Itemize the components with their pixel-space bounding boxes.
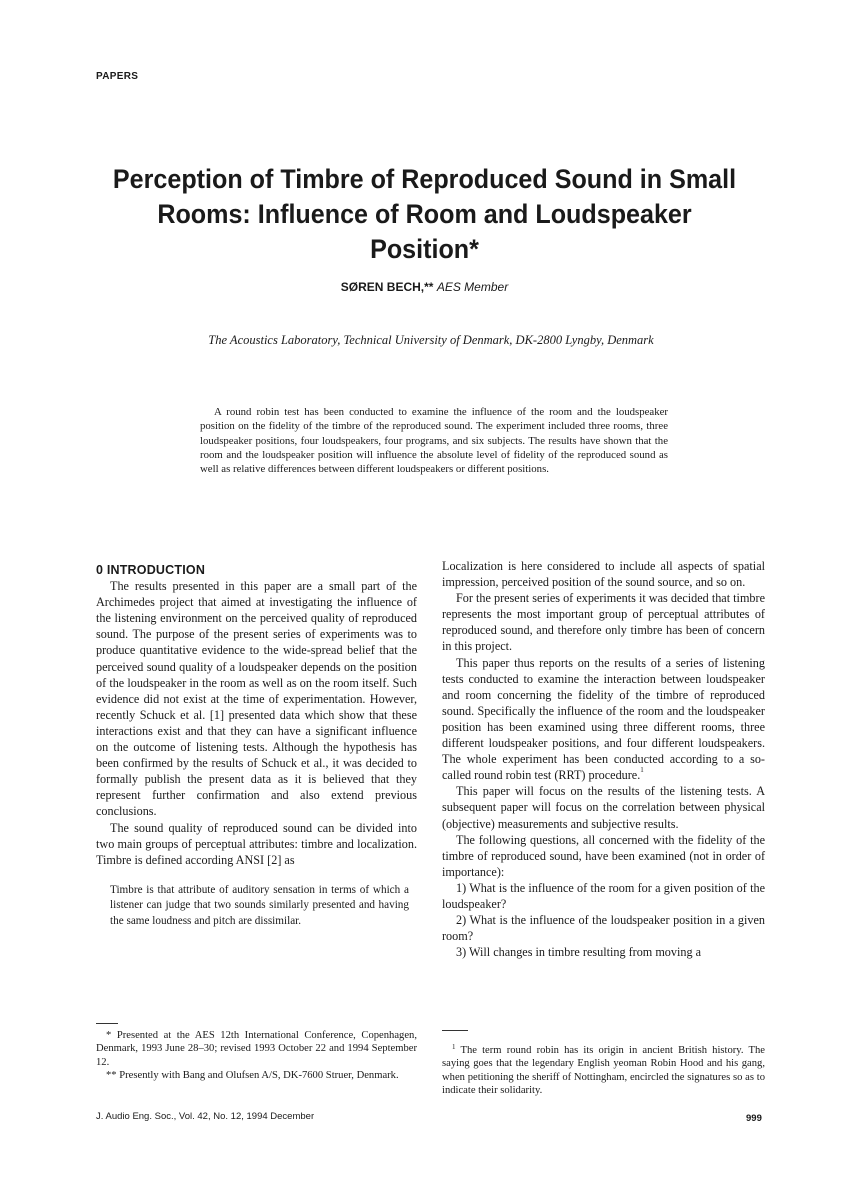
footnote-text: The term round robin has its origin in ancient British history. The saying goes that the legendary English yeoman Robin Hood and his gang, when petitioning the sheriff of Nottingham, encircled the signatures so as to indicate their solidarity. xyxy=(442,1045,765,1096)
column-right xyxy=(442,558,765,960)
question-item: 3) Will changes in timbre resulting from moving a xyxy=(456,945,702,960)
paragraph: The sound quality of reproduced sound can be divided into two main groups of perceptual attributes: timbre and localization. Timbre is defined according ANSI [2] as xyxy=(96,820,417,867)
author-membership: AES Member xyxy=(436,280,509,294)
section-label: PAPERS xyxy=(96,71,139,82)
section-heading: 0 INTRODUCTION xyxy=(96,563,206,577)
paragraph: Localization is here considered to include all aspects of spatial impression, perceived position of the sound source, and so on. xyxy=(442,559,765,590)
footnote-divider xyxy=(442,1030,468,1031)
footnote-mark: 1 xyxy=(452,1043,456,1051)
paragraph: This paper will focus on the results of the listening tests. A subsequent paper will focus on the correlation between physical (objective) measurements and subjective results. xyxy=(442,784,765,831)
paragraph: The results presented in this paper are a small part of the Archimedes project that aimed at investigating the influence of the listening environment on the perceived quality of reproduced sound. The purpose of the present series of experiments was to produce quantitative evidence to the wide-spread belief that the perceived sound quality of a loudspeaker depends on the position of the loudspeaker in the room as well as on the room itself. Such evidence did not exist at the time of experimentation. However, recently Schuck et al. [1] presented data which show that these interactions exist and that they can have a significant influence on the outcome of listening tests. Although the hypothesis has been confirmed by the results of Schuck et al., it was decided to formally publish the present data as it is believed that they represent further confirmation and also extend previous conclusions. xyxy=(96,579,417,819)
paragraph: The following questions, all concerned with the fidelity of the timbre of reproduced sound, have been examined (not in order of importance): xyxy=(442,832,765,879)
footnote-divider xyxy=(96,1023,118,1024)
footnotes-left xyxy=(96,1029,417,1082)
paragraph xyxy=(442,655,765,784)
page-number: 999 xyxy=(746,1113,762,1124)
footnote: ** Presently with Bang and Olufsen A/S, DK-7600 Struer, Denmark. xyxy=(106,1069,399,1081)
question-item: 1) What is the influence of the room for a given position of the loudspeaker? xyxy=(442,880,765,911)
author-name: SØREN BECH,** xyxy=(340,280,434,294)
paragraph: For the present series of experiments it was decided that timbre represents the most important group of perceptual attributes of reproduced sound, and therefore only timbre has been of concern in this project. xyxy=(442,591,765,654)
title-line-2: Rooms: Influence of Room and Loudspeaker Position* xyxy=(157,199,692,264)
footnote-ref[interactable]: 1 xyxy=(640,766,644,775)
column-left xyxy=(96,562,417,930)
affiliation: The Acoustics Laboratory, Technical University of Denmark, DK-2800 Lyngby, Denmark xyxy=(208,333,654,347)
question-item: 2) What is the influence of the loudspeaker position in a given room? xyxy=(442,913,765,944)
abstract: A round robin test has been conducted to examine the influence of the room and the loudspeaker position on the fidelity of the timbre of the reproduced sound. The experiment included three rooms, three loudspeaker positions, four loudspeakers, four programs, and six subjects. The results have shown that the room and the loudspeaker position will influence the absolute level of fidelity of the reproduced sound as well as relative differences between different loudspeakers or different positions. xyxy=(200,406,668,476)
title-line-1: Perception of Timbre of Reproduced Sound in Small xyxy=(112,164,737,194)
footnote xyxy=(442,1044,765,1097)
journal-citation: J. Audio Eng. Soc., Vol. 42, No. 12, 1994 December xyxy=(96,1111,315,1122)
author-line xyxy=(0,280,849,294)
paper-title xyxy=(104,162,745,267)
footnotes-right xyxy=(442,1044,765,1097)
paragraph-text: This paper thus reports on the results of a series of listening tests conducted to examine the interaction between loudspeaker and room concerning the fidelity of the timbre of reproduced sound. Specifically the influence of the room and the loudspeaker position has been examined using three different rooms, three different loudspeaker positions, and four different loudspeakers. The whole experiment has been conducted according to a so-called round robin test (RRT) procedure. xyxy=(442,655,765,783)
footnote: * Presented at the AES 12th International Conference, Copenhagen, Denmark, 1993 June 28–30; revised 1993 October 22 and 1994 September 12. xyxy=(96,1030,417,1068)
block-quote: Timbre is that attribute of auditory sensation in terms of which a listener can judge that two sounds similarly presented and having the same loudness and pitch are dissimilar. xyxy=(110,883,409,928)
